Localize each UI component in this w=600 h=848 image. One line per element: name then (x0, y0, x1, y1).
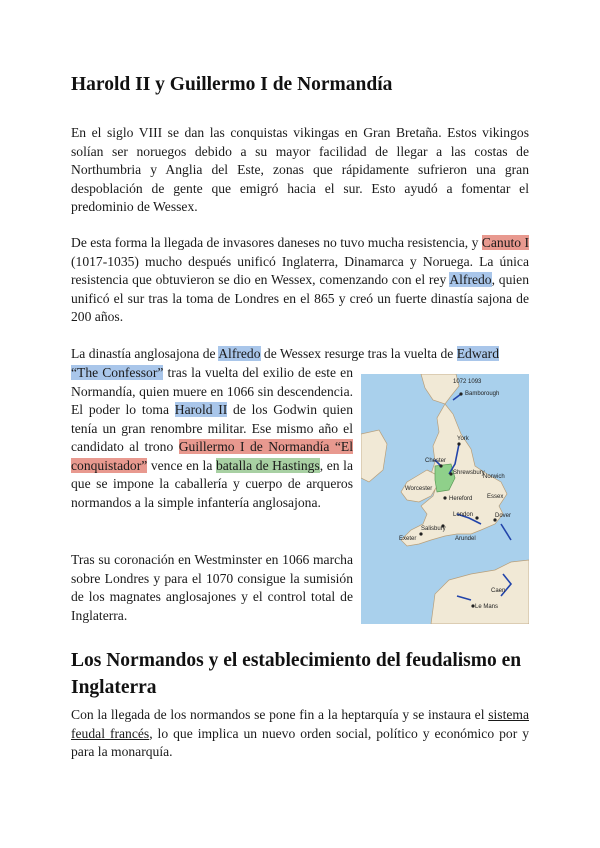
arrow-channel (501, 524, 511, 540)
norman-conquest-map (361, 374, 529, 624)
paragraph-feudalism (71, 706, 529, 762)
town-dot (475, 516, 478, 519)
text-run: vence en la (147, 457, 216, 473)
text-run: tras la vuelta del exilio de este en Normandía, quien muere en 1066 sin descendencia. El poder lo toma (71, 365, 353, 417)
highlight-guillermo: Guillermo I de Normandía “El conquistador” (71, 439, 354, 473)
land-ireland (361, 430, 387, 482)
town-dot (419, 532, 422, 535)
text-run: Con la llegada de los normandos se pone fin a la heptarquía y se instaura el (71, 707, 489, 722)
land-france (431, 560, 529, 624)
highlight-hastings: batalla de Hastings (215, 457, 320, 473)
map-label: Essex (487, 494, 504, 500)
text-run: de Wessex resurge tras la vuelta de (260, 346, 457, 361)
text-run: La dinastía anglosajona de (71, 346, 219, 361)
map-label: Worcester (405, 486, 433, 492)
map-label: Bamborough (465, 391, 500, 397)
text-run: de los Godwin quien tenía un gran renombre militar. Ese mismo año el candidato al trono (71, 402, 353, 454)
paragraph-vikings: En el siglo VIII se dan las conquistas vikingas en Gran Bretaña. Estos vikingos solían ser noruegos debido a su mayor facilidad de llegar a las costas de Northumbria y Anglia del Este, zonas que rápidamente sufrieron una gran despoblación de gente que emigró hacia el sur. Esto ayudó a fomentar el predominio de Wessex. (71, 125, 529, 214)
map-label: Le Mans (475, 604, 499, 610)
text-run: , quien unificó el sur tras la toma de Londres en el 865 y creó un fuerte dinastía sajona de 200 años. (71, 272, 530, 324)
page-title: Harold II y Guillermo I de Normandía (71, 74, 393, 95)
text-run: De esta forma la llegada de invasores daneses no tuvo mucha resistencia, y (71, 235, 482, 250)
town-dot (457, 442, 460, 445)
map-label: Exeter (399, 536, 417, 542)
paragraph-dynasty-line1 (71, 345, 529, 364)
text-run: , en la que se impone la caballería y cuerpo de arqueros normandos a la simple infantería anglosajona. (71, 457, 353, 510)
map-label: Chester (425, 458, 447, 464)
map-label: Salisbury (421, 526, 446, 532)
map-label: Norwich (483, 474, 505, 480)
highlight-alfredo-2: Alfredo (218, 346, 261, 361)
map-label: Caen (491, 588, 506, 594)
highlight-confessor: “The Confessor” (71, 365, 164, 380)
map-label: Shrewsbury (453, 470, 485, 476)
paragraph-dynasty (71, 364, 353, 512)
highlight-canuto: Canuto I (481, 235, 529, 250)
paragraph-danes (71, 234, 529, 327)
map-label: York (457, 436, 469, 442)
map-label: 1072 1093 (453, 379, 482, 385)
town-dot (439, 464, 442, 467)
map-label: Arundel (455, 536, 476, 542)
map-label: Hereford (449, 496, 473, 502)
paragraph-coronation: Tras su coronación en Westminster en 1066 marcha sobre Londres y para el 1070 consigue la sumisión de los magnates anglosajones y el control total de Inglaterra. (71, 552, 353, 623)
text-run: , lo que implica un nuevo orden social, político y económico por y para la monarquía. (71, 725, 530, 759)
section-title-normandos: Los Normandos y el establecimiento del feudalismo en Inglaterra (71, 650, 522, 698)
text-run: (1017-1035) mucho después unificó Inglaterra, Dinamarca y Noruega. La única resistencia que obtuvieron se dio en Wessex, comenzando con el rey (71, 253, 529, 287)
town-dot (443, 496, 446, 499)
town-dot (459, 392, 462, 395)
highlight-edward: Edward (456, 346, 499, 361)
highlight-alfredo: Alfredo (449, 272, 492, 287)
link-sistema-feudal: sistema feudal francés (71, 707, 529, 741)
map-label: Dover (495, 513, 512, 519)
map-label: London (453, 512, 474, 518)
highlight-harold: Harold II (174, 402, 228, 417)
map-graphic (361, 374, 529, 624)
